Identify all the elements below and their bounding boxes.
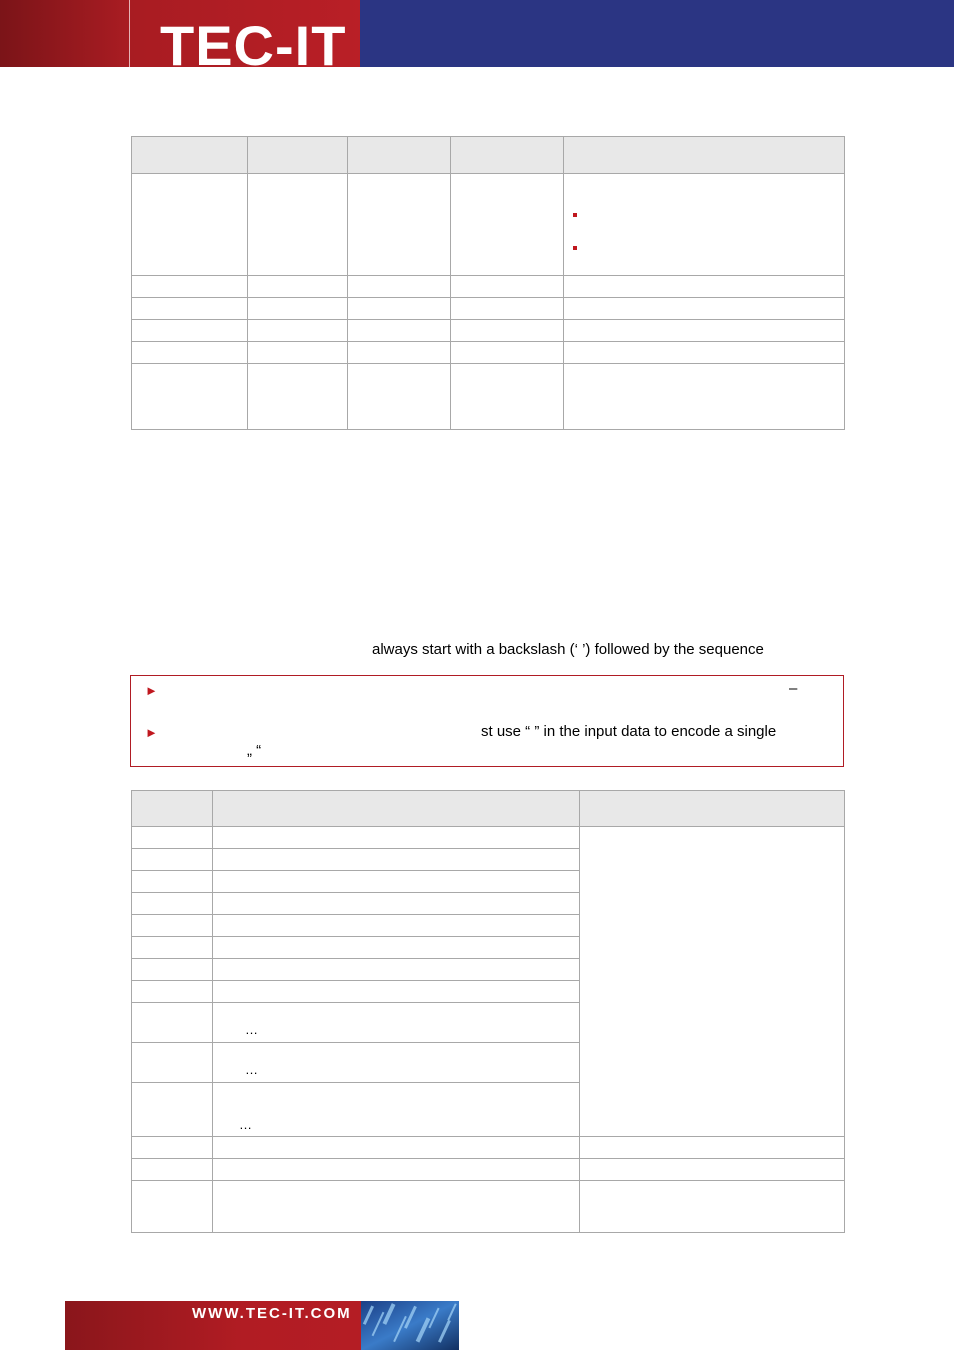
footer-url: WWW.TEC-IT.COM (192, 1305, 352, 1322)
table-1-header-cell (348, 137, 451, 174)
table-row (132, 276, 845, 298)
table-row (132, 1137, 845, 1159)
ellipsis-text: … (245, 1022, 258, 1037)
note-line-3-text: „ “ (247, 742, 262, 759)
table-2-header-cell (132, 791, 213, 827)
table-row (132, 827, 845, 849)
header-blue-band (360, 0, 954, 67)
bullet-icon (573, 213, 577, 217)
arrow-bullet-icon: ► (145, 683, 158, 698)
table-row (132, 1159, 845, 1181)
note-box (130, 675, 844, 767)
table-2-header-cell (580, 791, 845, 827)
table-2-header-row (132, 791, 845, 827)
table-2-header-cell (213, 791, 580, 827)
tec-it-logo: TEC-IT (160, 14, 347, 67)
note-line-2-text: st use “ ” in the input data to encode a single (481, 723, 777, 740)
table-2 (131, 790, 845, 1233)
table-1 (131, 136, 845, 430)
table-row (132, 364, 845, 430)
table-row (132, 342, 845, 364)
ellipsis-text: … (239, 1117, 252, 1132)
table-1-header-cell (451, 137, 564, 174)
table-1-header-cell (248, 137, 348, 174)
table-row (132, 174, 845, 276)
table-1-header-row (132, 137, 845, 174)
arrow-bullet-icon: ► (145, 725, 158, 740)
table-row (132, 1181, 845, 1233)
table-1-header-cell (564, 137, 845, 174)
footer-barcode-graphic (361, 1301, 459, 1350)
escape-intro-text: always start with a backslash (‘ ’) followed by the sequence (372, 641, 764, 658)
table-row (132, 298, 845, 320)
ellipsis-text: … (245, 1062, 258, 1077)
table-1-header-cell (132, 137, 248, 174)
bullet-icon (573, 246, 577, 250)
table-row (132, 320, 845, 342)
header-divider (129, 0, 130, 67)
note-line-1-dash: – (789, 680, 798, 697)
